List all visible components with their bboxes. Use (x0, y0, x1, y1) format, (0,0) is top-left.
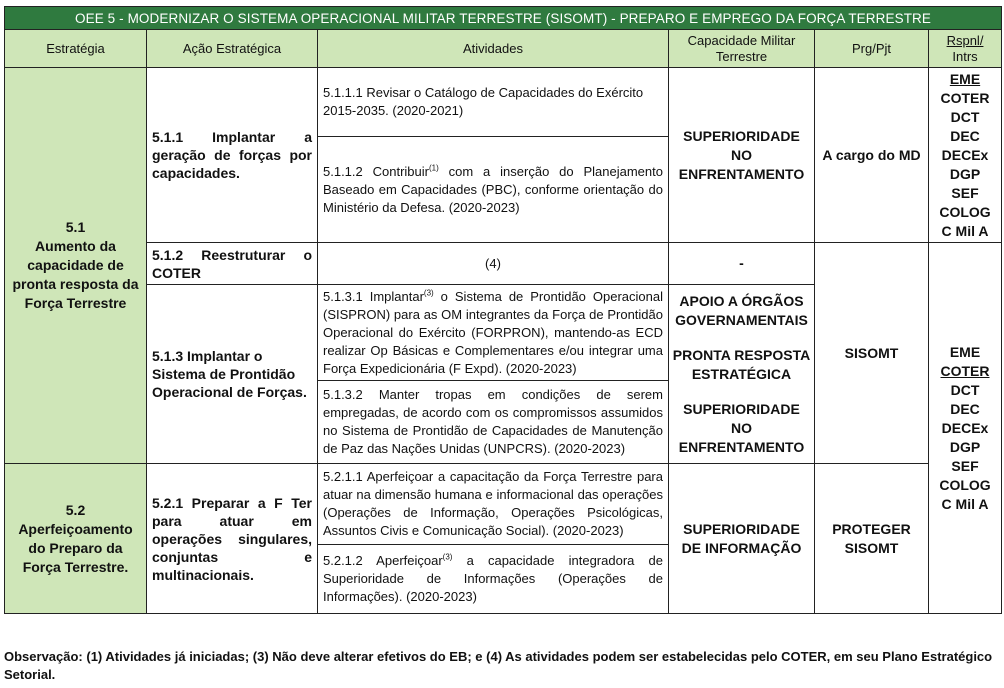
program-5-2-1: PROTEGER SISOMT (815, 464, 929, 614)
activity-5-1-3-1-b: o Sistema de Prontidão Operacional (SISPRON) para as OM integrantes da Força de Prontidão Operacional do Exército (FORPRON), mantendo-as ECD realizar Op Básicas e Complementares e/ou integrar uma Força Expedicionária (F Expd). (2020-2023) (323, 288, 663, 376)
capability-5-1-1: SUPERIORIDADE NO ENFRENTAMENTO (669, 68, 815, 243)
resp1-item: DEC (950, 127, 980, 144)
resp2-item: EME (949, 343, 981, 360)
capability-item: APOIO A ÓRGÃOS GOVERNAMENTAIS (675, 292, 808, 328)
program-5-1-3: SISOMT (815, 243, 929, 464)
activity-5-1-3-1 (318, 285, 669, 381)
footnote-ref: (1) (428, 163, 439, 173)
header-intrs-label: Intrs (952, 48, 978, 64)
activity-5-1-3-2: 5.1.3.2 Manter tropas em condições de serem empregadas, de acordo com os compromissos assumidos no Sistema de Prontidão de Capacidades de Manutenção de Paz das Nações Unidas (UNPCRS). (2020-2023) (318, 381, 669, 464)
capability-5-2-1: SUPERIORIDADE DE INFORMAÇÃO (669, 464, 815, 614)
footnote-ref: (3) (442, 552, 453, 562)
strategy-table (4, 6, 1002, 614)
activity-5-1-1-2-a: 5.1.1.2 Contribuir (323, 163, 429, 179)
responsible-group-1 (929, 68, 1002, 243)
capability-5-1-3 (669, 285, 815, 464)
strategy-5-1-text: Aumento da capacidade de pronta resposta da Força Terrestre (12, 238, 139, 311)
action-5-2-1: 5.2.1 Preparar a F Ter para atuar em operações singulares, conjuntas e multinacionais. (147, 464, 318, 614)
resp2-item: DECEx (941, 419, 989, 436)
observation-note: Observação: (1) Atividades já iniciadas; (3) Não deve alterar efetivos do EB; e (4) As atividades podem ser estabelecidas pelo COTER, em seu Plano Estratégico Setorial. (4, 649, 993, 682)
header-rspnl-label: Rspnl/ (946, 32, 984, 48)
action-5-1-1: 5.1.1 Implantar a geração de forças por capacidades. (147, 68, 318, 243)
resp2-item: COLOG (939, 476, 991, 493)
capability-5-1-2: - (669, 243, 815, 285)
strategy-5-2-number: 5.2 (65, 501, 86, 518)
header-rspnl (929, 30, 1002, 68)
header-prg: Prg/Pjt (815, 30, 929, 68)
table-title: OEE 5 - MODERNIZAR O SISTEMA OPERACIONAL MILITAR TERRESTRE (SISOMT) - PREPARO E EMPREGO DA FORÇA TERRESTRE (5, 7, 1002, 30)
resp1-item: DECEx (941, 146, 989, 163)
resp1-item: DGP (949, 165, 981, 182)
resp1-item: COTER (940, 89, 990, 106)
activity-5-2-1-2 (318, 545, 669, 614)
strategy-5-1-number: 5.1 (65, 219, 86, 235)
strategy-5-2 (5, 464, 147, 614)
program-5-1-1: A cargo do MD (815, 68, 929, 243)
action-5-1-2: 5.1.2 Reestruturar o COTER (147, 243, 318, 285)
activity-5-1-1-1: 5.1.1.1 Revisar o Catálogo de Capacidades do Exército 2015-2035. (2020-2021) (318, 68, 669, 137)
capability-item: SUPERIORIDADE NO ENFRENTAMENTO (678, 400, 805, 455)
header-atividades: Atividades (318, 30, 669, 68)
header-acao: Ação Estratégica (147, 30, 318, 68)
header-estrategia: Estratégia (5, 30, 147, 68)
resp2-item: DCT (950, 381, 980, 398)
resp2-item: DEC (950, 400, 980, 417)
resp1-item: DCT (950, 108, 980, 125)
activity-5-1-3-1-a: 5.1.3.1 Implantar (323, 288, 424, 304)
resp2-item: C Mil A (941, 495, 989, 512)
resp2-item: COTER (940, 362, 990, 379)
header-capacidade: Capacidade Militar Terrestre (669, 30, 815, 68)
activity-5-2-1-2-b: a capacidade integradora de Superioridade de Informações (Operações de Informações). (2020-2023) (323, 553, 663, 604)
resp1-item: SEF (951, 184, 979, 201)
responsible-group-2 (929, 243, 1002, 614)
resp1-item: EME (949, 70, 981, 87)
strategy-5-1 (5, 68, 147, 464)
activity-5-2-1-1: 5.2.1.1 Aperfeiçoar a capacitação da Força Terrestre para atuar na dimensão humana e informacional das operações (Operações de Informação, Operações Psicológicas, Assuntos Civis e Comunicação Social). (2020-2023) (318, 464, 669, 545)
capability-item: PRONTA RESPOSTA ESTRATÉGICA (672, 346, 811, 382)
footnote-ref: (3) (423, 288, 434, 298)
resp2-item: DGP (949, 438, 981, 455)
activity-5-1-2: (4) (318, 243, 669, 285)
resp1-item: COLOG (939, 203, 991, 220)
strategy-5-2-text: Aperfeiçoamento do Preparo da Força Terrestre. (18, 520, 133, 575)
resp1-item: C Mil A (941, 222, 989, 239)
activity-5-1-1-2-b: com a inserção do Planejamento Baseado em Capacidades (PBC), conforme orientação do Ministério da Defesa. (2020-2023) (323, 163, 663, 215)
resp2-item: SEF (951, 457, 979, 474)
activity-5-2-1-2-a: 5.2.1.2 Aperfeiçoar (323, 553, 443, 568)
activity-5-1-1-2 (318, 137, 669, 243)
action-5-1-3: 5.1.3 Implantar o Sistema de Prontidão Operacional de Forças. (147, 285, 318, 464)
